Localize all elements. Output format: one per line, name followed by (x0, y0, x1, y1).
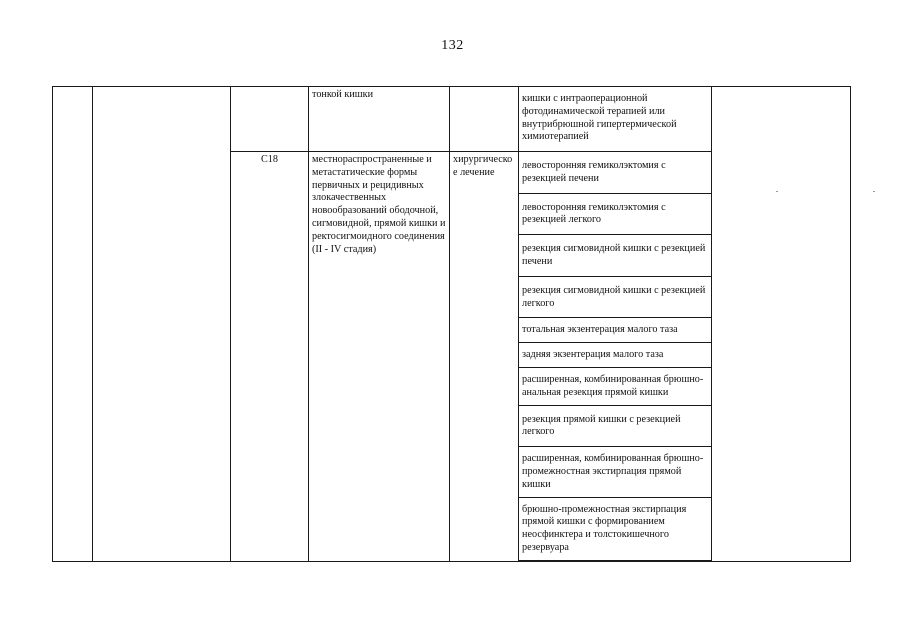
method-cell: левосторонняя гемиколэктомия с резекцией печени (519, 152, 712, 194)
page-number: 132 (441, 38, 464, 53)
method-cell: левосторонняя гемиколэктомия с резекцией легкого (519, 193, 712, 235)
condition-cell: местнораспространенные и метастатические формы первичных и рецидивных злокачественных новообразований ободочной, сигмовидной, прямой кишки и ректосигмоидного соединения (II - IV стадия) (309, 152, 450, 562)
col-code-cell-empty (231, 87, 309, 152)
method-cell: задняя экзентерация малого таза (519, 343, 712, 368)
icd-code-cell: C18 (231, 152, 309, 562)
col-name-cell (93, 87, 231, 562)
method-cell-spacer (519, 560, 712, 561)
method-cell: резекция сигмовидной кишки с резекцией легкого (519, 276, 712, 318)
scan-artifact (873, 191, 875, 192)
method-cell: резекция сигмовидной кишки с резекцией печени (519, 235, 712, 277)
table-row-continuation (53, 87, 851, 152)
method-cell: расширенная, комбинированная брюшно-промежностная экстирпация прямой кишки (519, 447, 712, 497)
treatment-cell: хирургическое лечение (450, 152, 519, 562)
method-cell: брюшно-промежностная экстирпация прямой кишки с формированием неосфинктера и толстокишечного резервуара (519, 497, 712, 560)
method-cell: тотальная экзентерация малого таза (519, 318, 712, 343)
method-cell-continuation: кишки с интраоперационной фотодинамической терапией или внутрибрюшной гипертермической химиотерапией (519, 87, 712, 152)
condition-cell-continuation: тонкой кишки (309, 87, 450, 152)
col-last-cell (712, 87, 851, 562)
procedures-table (52, 86, 851, 562)
method-cell: расширенная, комбинированная брюшно-анальная резекция прямой кишки (519, 367, 712, 405)
method-cell: резекция прямой кишки с резекцией легкого (519, 405, 712, 447)
col-number-cell (53, 87, 93, 562)
treatment-cell-empty (450, 87, 519, 152)
